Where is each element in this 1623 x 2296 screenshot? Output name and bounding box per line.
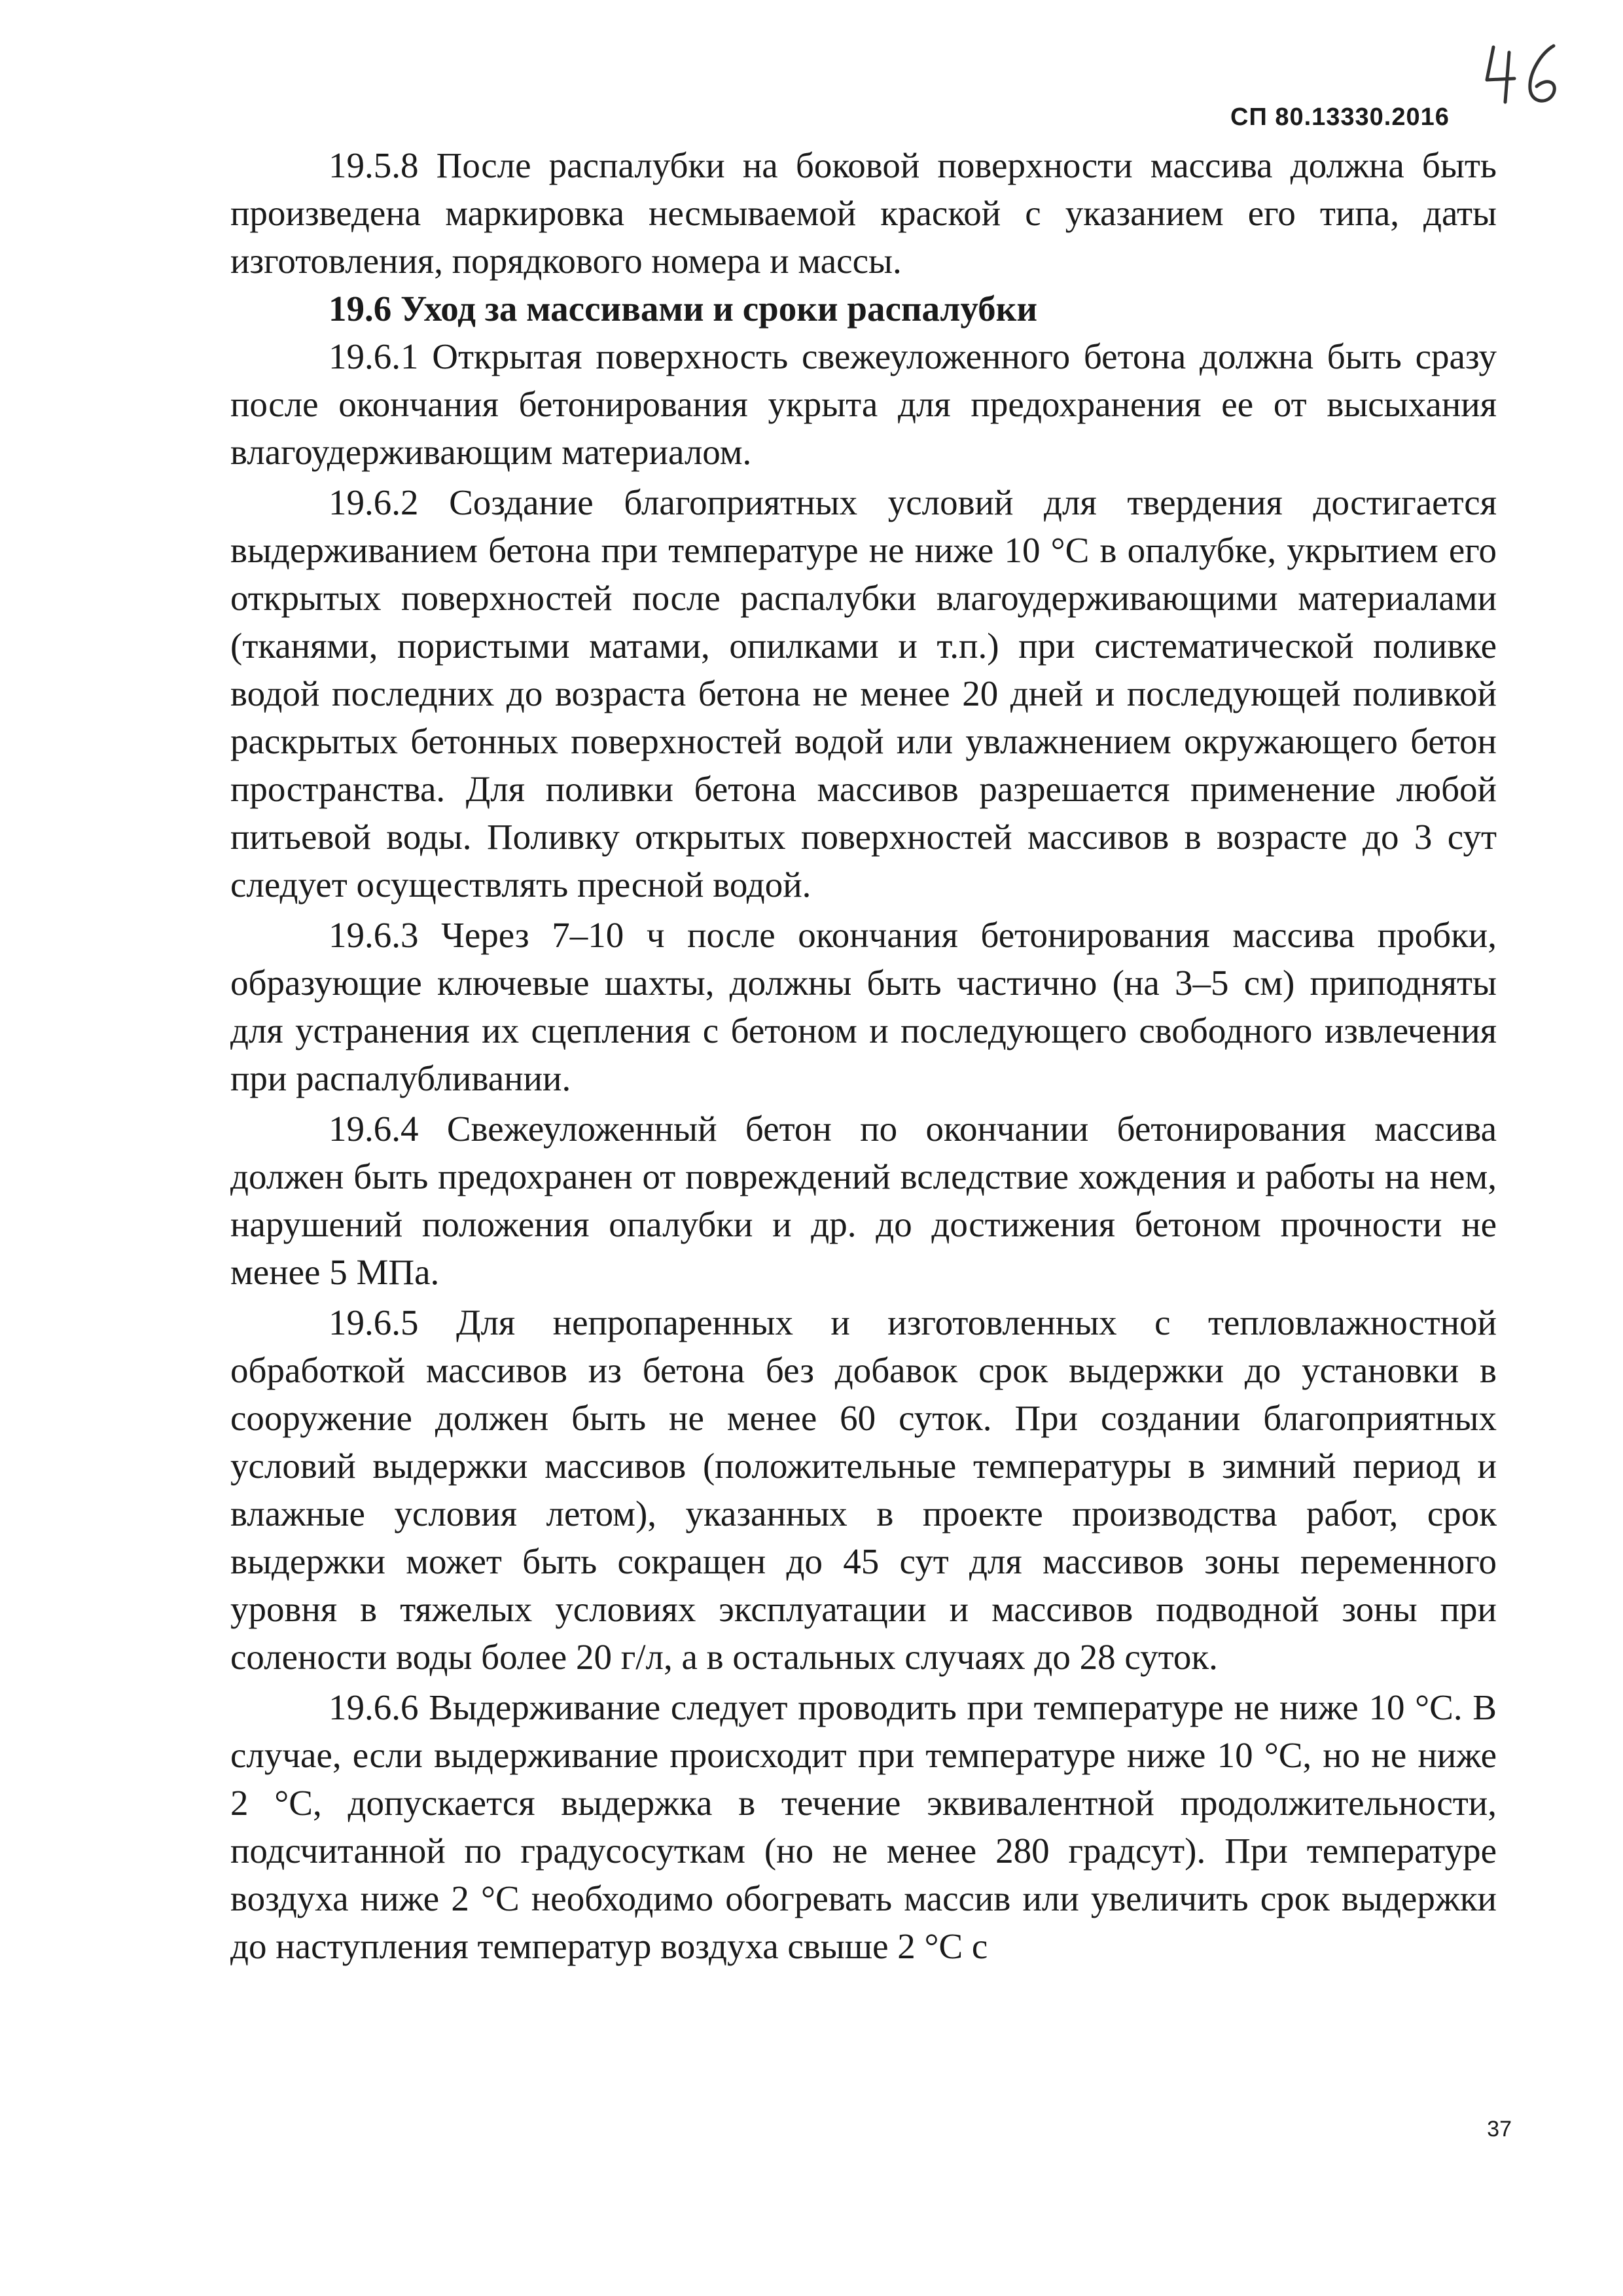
document-body [230,141,1497,1970]
paragraph-19-5-8: 19.5.8 После распалубки на боковой поверхности массива должна быть произведена маркировка несмываемой краской с указанием его типа, даты изготовления, порядкового номера и массы. [230,145,1497,281]
paragraph-19-6-5: 19.6.5 Для непропаренных и изготовленных с тепловлажностной обработкой массивов из бетона без добавок срок выдержки до установки в сооружение должен быть не менее 60 суток. При создании благоприятных условий выдержки массивов (положительные температуры в зимний период и влажные условия летом), указанных в проекте производства работ, срок выдержки может быть сокращен до 45 сут для массивов зоны переменного уровня в тяжелых условиях эксплуатации и массивов подводной зоны при солености воды более 20 г/л, а в остальных случаях до 28 суток. [230,1302,1497,1677]
document-code: СП 80.13330.2016 [1230,103,1450,131]
page-number: 37 [1487,2117,1512,2142]
section-heading-19-6: 19.6 Уход за массивами и сроки распалубки [329,289,1038,329]
paragraph-19-6-2: 19.6.2 Создание благоприятных условий для твердения достигается выдерживанием бетона при температуре не ниже 10 °С в опалубке, укрытием его открытых поверхностей после распалубки влагоудерживающими материалами (тканями, пористыми матами, опилками и т.п.) при систематической поливке водой последних до возраста бетона не менее 20 дней и последующей поливкой раскрытых бетонных поверхностей водой или увлажнением окружающего бетон пространства. Для поливки бетона массивов разрешается применение любой питьевой воды. Поливку открытых поверхностей массивов в возрасте до 3 сут следует осуществлять пресной водой. [230,482,1497,905]
paragraph-19-6-4: 19.6.4 Свежеуложенный бетон по окончании бетонирования массива должен быть предохранен от повреждений вследствие хождения и работы на нем, нарушений положения опалубки и др. до достижения бетоном прочности не менее 5 МПа. [230,1109,1497,1292]
paragraph-19-6-1: 19.6.1 Открытая поверхность свежеуложенного бетона должна быть сразу после окончания бетонирования укрыта для предохранения ее от высыхания влагоудерживающим материалом. [230,336,1497,472]
paragraph-19-6-3: 19.6.3 Через 7–10 ч после окончания бетонирования массива пробки, образующие ключевые шахты, должны быть частично (на 3–5 см) приподняты для устранения их сцепления с бетоном и последующего свободного извлечения при распалубливании. [230,915,1497,1098]
paragraph-19-6-6: 19.6.6 Выдерживание следует проводить при температуре не ниже 10 °С. В случае, если выдерживание происходит при температуре ниже 10 °С, но не ниже 2 °С, допускается выдержка в течение эквивалентной продолжительности, подсчитанной по градусосуткам (но не менее 280 градсут). При температуре воздуха ниже 2 °С необходимо обогревать массив или увеличить срок выдержки до наступления температур воздуха свыше 2 °С с [230,1687,1497,1966]
handwritten-sheet-number [1480,39,1572,111]
